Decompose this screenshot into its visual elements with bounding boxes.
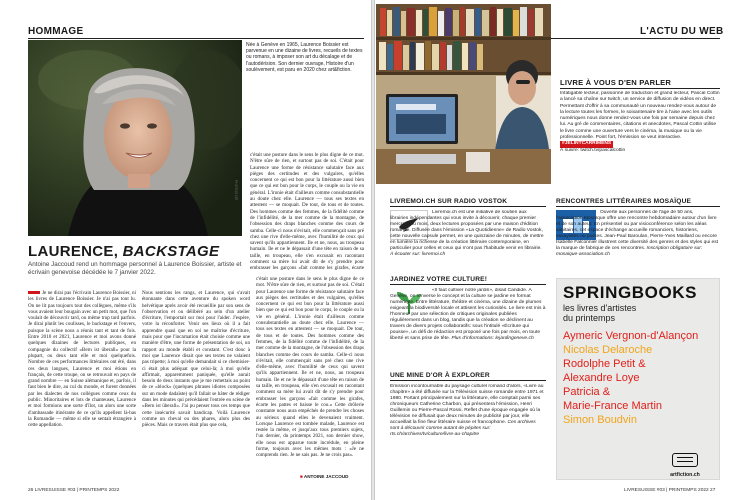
section-label-hommage: HOMMAGE <box>28 26 84 37</box>
publisher-block <box>655 453 715 478</box>
office-photo <box>376 4 551 184</box>
publisher-url[interactable]: artfiction.ch <box>670 472 700 478</box>
tagline-line-2: du printemps <box>563 313 616 323</box>
jardinez-body: «Il faut cultiver notre jardin», disait Candide. À Genève, on renverse le concept et la culture se jardine en format numérique. Entre littérature, théâtre et cinéma, une dizaine de plumes exigeant la biodiversité locale et attisent les curiosités. Le livre est mis à l'honneur par une sélection de critiques originales publiées régulièrement dans un blog, tandis que la création se déclinent au travers de divers projets collaboratifs: sous l'intitulé «Écriture qui pousse», un défi de rédaction est proposé une fois par mois, en toute liberté et sans prise de tête. <box>390 288 546 341</box>
livre-body: Infatigable lecteur, passionné de traduction et grand lecteur, Pascal Cottin a lancé sa chaîne sur twitch, un service de diffusion de vidéos en direct. Permettant d'offrir à sa communauté un nouveau rendez-vous autour de la lecture toutes les formes, le soixantenaire tire à l'aise avec les outils numériques nous donne rendez-vous une fois par semaine depuis chez lui. Au gré de commentaires, citations et anecdotes, Pascal Cottin utilise le livre comme une ouverture vers le cinéma, la musique ou la vie professionnelle. Point fort, l'émission se veut interactive. <box>560 91 720 141</box>
author-name: ANTOINE JACCOUD <box>303 474 349 479</box>
photo-credit: PHOTOS DR <box>234 180 238 201</box>
livre-hashtag: #JELINTCARRIMENS <box>562 141 612 147</box>
ad-author-2: Rodolphe Petit & <box>563 358 646 370</box>
column-1-text: Je ne dirai pas l'écrivain Laurence Boissier, ni les livres de Laurence Boissier. Je n'ai pas tout lu. On ne lit pas toujours tout des collègues, même s'ils vous avaient leur bougain avec un petit mot, que l'on voulait de découvrir tard, ou même trop tard parfois. Je dirai plutôt les coulisses, le backstage et l'envers, puisque la scène nous a réunis tant et tant de fois. Entre 2010 et 2021, Laurence et moi avons donné quelques dizaines de lectures publiques, en compagnie du collectif «Bern ist überall» pour la plupart, ou deux tant elle et moi quelquefois. Nombre de ces performances littéraires ont été, dans ces deux langues, Laurence et moi étions en français, de cette troupe, on se retrouvait en pays de grand nombre — en Suisse alémanique et, parfois, il faut bien le dire, au cul du monde, et furent données par les dialectes de nos collègues comme ceux du public. Minoritaires et lots de chanteuses, Laurence et moi formions une sorte d'îlot, un alors une sorte d'ambassade itinérante de ce qu'ils appellent là-bas la Romandie — même si elle se sentait étrangère à cette appellation. <box>28 290 136 429</box>
column-3-text: c'était une posture dans le sens le plus digne de ce mot. N'être sûre de rien, et surtout pas de soi. C'était pour Laurence une forme de résistance salutaire face aux pièges des certitudes et des vulgaires, qu'elles concernent ce qui est bon pour la littérature aussi bien que ce qui est bon pour le corps, le couple ou la vie en général. L'ironie était d'ailleurs comme consubstantielle au doute chez elle. Laurence — tous ses textes en attestent — se moquait. De tout, de tous et de toutes. Des hommes comme des femmes, de la fidélité comme de l'infidélité, de la mer comme de la montagne, de l'obsession des draps blanches comme des cours de samba. Celle-ci nous n'évitait, elle commençait sans pré chez une rive d'elle-même, avec l'humilité de ceux qui savent qu'ils appartiennent. Ile et ne, nous, au troupeau humain. Ile et ne le dépassait d'une tête en raison de sa taille, en troupeau, elle s'en excusait en racontant comment sa mère lui avait dit de s'y prendre pour embrasser les garçons «fait comme les girafes, écarte les pattes et baisse le cou.» Cette drôlerie constante nous aura empêchés de prendre les choses au sérieux quand elles le devenaient vraiment. Lorsque Laurence est tombée malade, Laurence est restée la même, et jusqu'aux tous premiers sujets, l'un dernier, du printemps 2021, son dernier show, elle nous est apparue toute incrédule, en pleine forme, toujours avec les mêmes mots : «Je ne comprends rien. Je ne sais pas. Je ne crois pas». <box>256 276 364 459</box>
page-gutter <box>371 0 375 500</box>
jardinez-link[interactable]: Plus d'informations: lejardingeneve.ch <box>451 336 534 341</box>
sign-off <box>300 474 348 479</box>
mine-body: Émission incontournable du paysage culturel romand d'alors, «Livre au chapitre» a été diffusée sur la Télévision suisse romande entre 1971 et 1980. Portant principalement sur la littérature, elle comptait parmi ses chroniqueurs Catherine Charbon, qui présentera l'émission, Henri Guillemin ou Pierre-Pascal Rossi. Reflet d'une époque engagée où la télévision ne diffusait que deux minutes de publicité par jour, elle accueillait la fine fleur littéraire suisse et francophone. <box>390 384 544 425</box>
mine-link[interactable]: Ces archives sont à découvrir comme autant de pépites sur: rts.ch/archives/tv/culture/livre-au-chapitre <box>390 420 536 437</box>
headline-text: LAURENCE, <box>28 243 123 260</box>
springbooks-tagline <box>563 303 636 323</box>
tagline-line-1: les livres d'artistes <box>563 303 637 313</box>
vostok-link[interactable]: À écouter sur: livremoi.ch <box>390 252 446 257</box>
springbooks-ad[interactable] <box>556 278 720 480</box>
livre-rule <box>560 88 720 89</box>
vostok-text <box>390 210 546 272</box>
publisher-logo-icon <box>672 453 698 467</box>
livre-link[interactable]: À suivre: twitch.tv/pascalcottin <box>560 147 626 153</box>
jardinez-rule <box>390 284 546 285</box>
livre-title: LIVRE À VOUS D'EN PARLER <box>560 78 672 87</box>
ad-author-3: Alexandre Loye <box>563 372 640 384</box>
mine-text <box>390 384 546 478</box>
footer-left: 26 LIVRESUISSE #03 | PRINTEMPS 2022 <box>28 488 120 493</box>
jardinez-text <box>390 288 546 364</box>
ad-author-6: Simon Boudvin <box>563 414 637 426</box>
article-column-1 <box>28 290 136 480</box>
vostok-body: Livremoi.ch est une initiative de soutien aux librairies indépendantes qui vous invite à découvrir, chaque premier mercredi du mois, deux lectures proposées par une maison d'édition romande. Diffusée dans l'émission «La Quotidienne» de Radio Vostok, cette nouvelle capsule permet, en une quinzaine de minutes, de mettre en lumière la richesse de la création littéraire contemporaine, en particulier pour celles et ceux qui n'ont pas l'habitude venir en librairie. <box>390 210 544 251</box>
jardinez-title: JARDINEZ VOTRE CULTURE! <box>390 276 488 283</box>
ad-author-list <box>563 329 719 427</box>
ad-author-5: Marie-France Martin <box>563 400 663 412</box>
rencontres-title: RENCONTRES LITTÉRAIRES MOSAÏQUE <box>556 198 692 205</box>
photo-caption: Née à Genève en 1965, Laurence Boissier est parvenue en une dizaine de livres, recueils de textes ou romans, à imposer son art du décalage et de l'autodérision. Son dernier ouvrage, Histoire d'un soulèvement, est paru en 2020 chez art&fiction. <box>246 42 363 73</box>
vostok-title: LIVREMOI.CH SUR RADIO VOSTOK <box>390 198 508 205</box>
rencontres-text <box>556 210 720 270</box>
article-headline <box>28 243 219 260</box>
section-rule-right <box>545 38 720 39</box>
footer-right: LIVRESUISSE #03 | PRINTEMPS 2022 27 <box>624 488 716 493</box>
publisher-logo-lines <box>677 457 693 462</box>
ad-author-1: Nicolas Delaroche <box>563 344 653 356</box>
ad-author-4: Patricia & <box>563 386 611 398</box>
vostok-rule <box>390 206 546 207</box>
ad-author-0: Aymeric Vergnon-d'Alançon <box>563 330 699 342</box>
headline-italic: BACKSTAGE <box>122 243 220 260</box>
article-column-2: Nous sentions les rangs, et Laurence, qui s'avait étonnante dans cette aventure du spoken word helvétique après avoir été recueillie par son sens de l'observation et ou délibéré au sein d'un atelier d'écriture, l'emportait sur moi pour l'aider. J'espère, votre la réconforter. Venir ses lieux où il a fait apprendre quasi que en soi ne maîtrise d'écriture, mais pour que l'incarnation était choisie comme une manière d'être, une forme de présentation de soi, un rapport au monde établi et constant. C'est donc à moi que Laurence disait que ses textes ne valaient pas tripette; à moi qu'elle demandait si ce chemisier-ci était plus adéquat que celui-là; à moi qu'elle affirmait, apparemment paniquée, qu'elle aurait besoin de deux instants que je me remettais au point de ce «block» (quelques phrases idiotes composées sur un mode dadaïste) qu'il fallait se hâter de rédiger dans les minutes qui précédaient l'entrée en scène de «Bern ist überall». J'ai pu penser tous ces temps que cette insécurité savait handicap. Voilà Laurence comme un cheval ou des phares, alors plus des pièces. Mais ce travers était plus que cela, <box>142 290 250 429</box>
mine-rule <box>390 380 546 381</box>
dropcap-marker <box>28 291 40 294</box>
office-illustration <box>376 4 551 184</box>
article-standfirst: Antoine Jaccoud rend un hommage personnel à Laurence Boissier, artiste et écrivain genevoise décédée le 7 janvier 2022. <box>28 261 242 276</box>
rencontres-link[interactable]: Inscription obligatoire sur: mosaique-association.ch <box>556 246 703 257</box>
mine-title: UNE MINE D'OR À EXPLORER <box>390 372 490 379</box>
section-rule <box>28 38 364 39</box>
rencontres-rule <box>556 206 720 207</box>
springbooks-brand: SPRINGBOOKS <box>563 283 698 302</box>
end-mark: ■ <box>300 474 304 479</box>
livre-text <box>560 91 720 181</box>
rencontres-body: Ouverte aux personnes de l'âge de 50 ans, l'association Mosaïque offre une rencontre hebdomadaire autour d'un livre et de son auteur. En présentiel ou par visioconférence selon les aléas sanitaires, cet espace d'échange accueille romanciers, historiens, essayistes ou poètes. Jean-Paul Baroulan, Pierre-Yves Maillard ou encore Isabelle Falconnier illustrent cette diversité des genres et des styles qui est la marque de fabrique de ces rencontres. <box>556 210 719 251</box>
section-label-actu-web: L'ACTU DU WEB <box>640 26 724 37</box>
portrait-photo <box>28 40 242 236</box>
article-column-3 <box>256 276 364 472</box>
article-column-3-top: c'était une posture dans le sens le plus digne de ce mot. N'être sûre de rien, et surtout pas de soi. C'était pour Laurence une forme de résistance salutaire face aux pièges des certitudes et des vulgaires, qu'elles concernent ce qui est bon pour la littérature aussi bien que ce qui est bon pour le corps, le couple ou la vie en général. L'ironie était d'ailleurs comme consubstantielle au doute chez elle. Laurence — tous ses textes en attestent — se moquait. De tout, de tous et de toutes. Des hommes comme des femmes, de la fidélité comme de l'infidélité, de la mer comme de la montagne, de l'obsession des draps blanches comme des cours de samba. Celle-ci nous n'évitait, elle commençait sans pré chez une rive d'elle-même, avec l'humilité de ceux qui savent qu'ils appartiennent. Ile et ne, nous, au troupeau humain. Ile et ne le dépassait d'une tête en raison de sa taille, en troupeau, elle s'en excusait en racontant comment sa mère lui avait dit de s'y prendre pour embrasser les garçons «fait comme les girafes, écarte <box>250 152 364 272</box>
portrait-illustration <box>28 40 242 236</box>
